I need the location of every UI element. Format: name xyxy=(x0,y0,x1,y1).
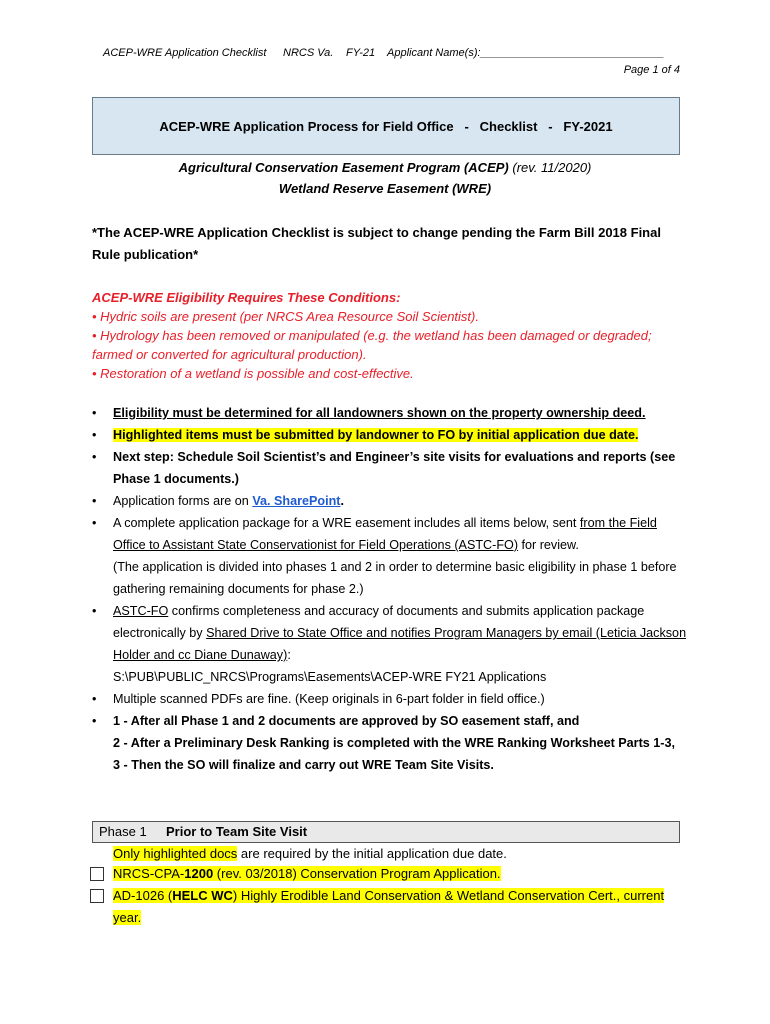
program-subtitle xyxy=(0,160,770,175)
item-text: (rev. 03/2018) Conservation Program Application. xyxy=(213,866,501,881)
phase-header xyxy=(92,821,680,843)
checklist-checkbox[interactable] xyxy=(90,867,104,881)
item-text: AD-1026 ( xyxy=(113,888,173,903)
list-item xyxy=(92,688,692,710)
checklist-item xyxy=(113,885,680,929)
phase-title: Prior to Team Site Visit xyxy=(166,824,308,839)
shared-drive-path: S:\PUB\PUBLIC_NRCS\Programs\Easements\ACEP-WRE FY21 Applications xyxy=(113,670,547,684)
wre-subtitle: Wetland Reserve Easement (WRE) xyxy=(278,181,492,196)
bullet-text: 1 - After all Phase 1 and 2 documents are approved by SO easement staff, and xyxy=(113,714,580,728)
phase-note xyxy=(113,843,507,864)
bullet-text: from the Field Office to Assistant State Conservationist for Field Operations (ASTC-FO) xyxy=(113,516,657,552)
header-agency: NRCS Va. xyxy=(283,47,334,59)
revision: (rev. 11/2020) xyxy=(512,160,592,175)
list-item xyxy=(92,600,692,688)
bullet-text: Multiple scanned PDFs are fine. (Keep originals in 6-part folder in field office.) xyxy=(113,692,545,706)
bullet-text: for review. xyxy=(518,538,579,552)
eligibility-item: • Hydrology has been removed or manipulated (e.g. the wetland has been damaged or degraded; farmed or converted for agricultural production). xyxy=(92,328,652,362)
list-item xyxy=(92,402,692,424)
list-item xyxy=(92,490,692,512)
header-fy: FY-21 xyxy=(346,47,376,59)
bullet-text: Next step: Schedule Soil Scientist’s and Engineer’s site visits for evaluations and reports (see Phase 1 documents.) xyxy=(113,450,676,486)
bullet-text: Highlighted items must be submitted by landowner to FO by initial application due date. xyxy=(113,428,639,442)
checklist-item xyxy=(113,863,680,885)
instructions-list xyxy=(92,402,692,776)
eligibility-item: • Hydric soils are present (per NRCS Area Resource Soil Scientist). xyxy=(92,309,479,324)
header-doc-name: ACEP-WRE Application Checklist xyxy=(103,47,267,59)
list-item xyxy=(92,446,692,490)
notice-text: *The ACEP-WRE Application Checklist is subject to change pending the Farm Bill 2018 Final Rule publication* xyxy=(92,225,661,262)
eligibility-block xyxy=(92,288,680,383)
program-name: Agricultural Conservation Easement Program (ACEP) xyxy=(178,160,509,175)
sharepoint-link[interactable]: Va. SharePoint xyxy=(252,494,341,508)
bullet-text: ASTC-FO xyxy=(113,604,169,618)
phase-label: Phase 1 xyxy=(99,824,147,839)
bullet-text: : xyxy=(287,648,291,662)
list-item xyxy=(92,512,692,600)
bullet-text: Application forms are on xyxy=(113,494,253,508)
checklist-checkbox[interactable] xyxy=(90,889,104,903)
bullet-text: . xyxy=(340,494,344,508)
phase-note-highlight: Only highlighted docs xyxy=(113,846,238,861)
bullet-note: (The application is divided into phases 1 and 2 in order to determine basic eligibility in phase 1 before gathering remaining documents for phase 2.) xyxy=(113,560,677,596)
bullet-text: A complete application package for a WRE easement includes all items below, sent xyxy=(113,516,580,530)
item-text-bold: HELC WC xyxy=(172,888,233,903)
item-text: NRCS-CPA- xyxy=(113,866,185,881)
bullet-text: Eligibility must be determined for all landowners shown on the property ownership deed. xyxy=(113,406,646,420)
bullet-text: 3 - Then the SO will finalize and carry out WRE Team Site Visits. xyxy=(113,758,494,772)
item-text-bold: 1200 xyxy=(184,866,214,881)
bullet-text: confirms completeness and accuracy of documents and submits application package electronically by xyxy=(113,604,645,640)
page-title: ACEP-WRE Application Process for Field Office - Checklist - FY-2021 xyxy=(159,118,613,134)
eligibility-heading: ACEP-WRE Eligibility Requires These Conditions: xyxy=(92,290,401,305)
title-box xyxy=(92,97,680,155)
item-text: ) Highly Erodible Land Conservation & Wetland Conservation Cert., current year. xyxy=(113,888,665,925)
bullet-text: Shared Drive to State Office and notifies Program Managers by email (Leticia Jackson Holder and cc Diane Dunaway) xyxy=(113,626,687,662)
page-number: Page 1 of 4 xyxy=(623,64,680,76)
list-item xyxy=(92,710,692,776)
bullet-text: 2 - After a Preliminary Desk Ranking is completed with the WRE Ranking Worksheet Parts 1-3, xyxy=(113,736,675,750)
header-applicant: Applicant Name(s):______________________________ xyxy=(387,47,665,59)
phase-note-text: are required by the initial application due date. xyxy=(237,846,507,861)
list-item xyxy=(92,424,692,446)
eligibility-item: • Restoration of a wetland is possible and cost-effective. xyxy=(92,366,414,381)
